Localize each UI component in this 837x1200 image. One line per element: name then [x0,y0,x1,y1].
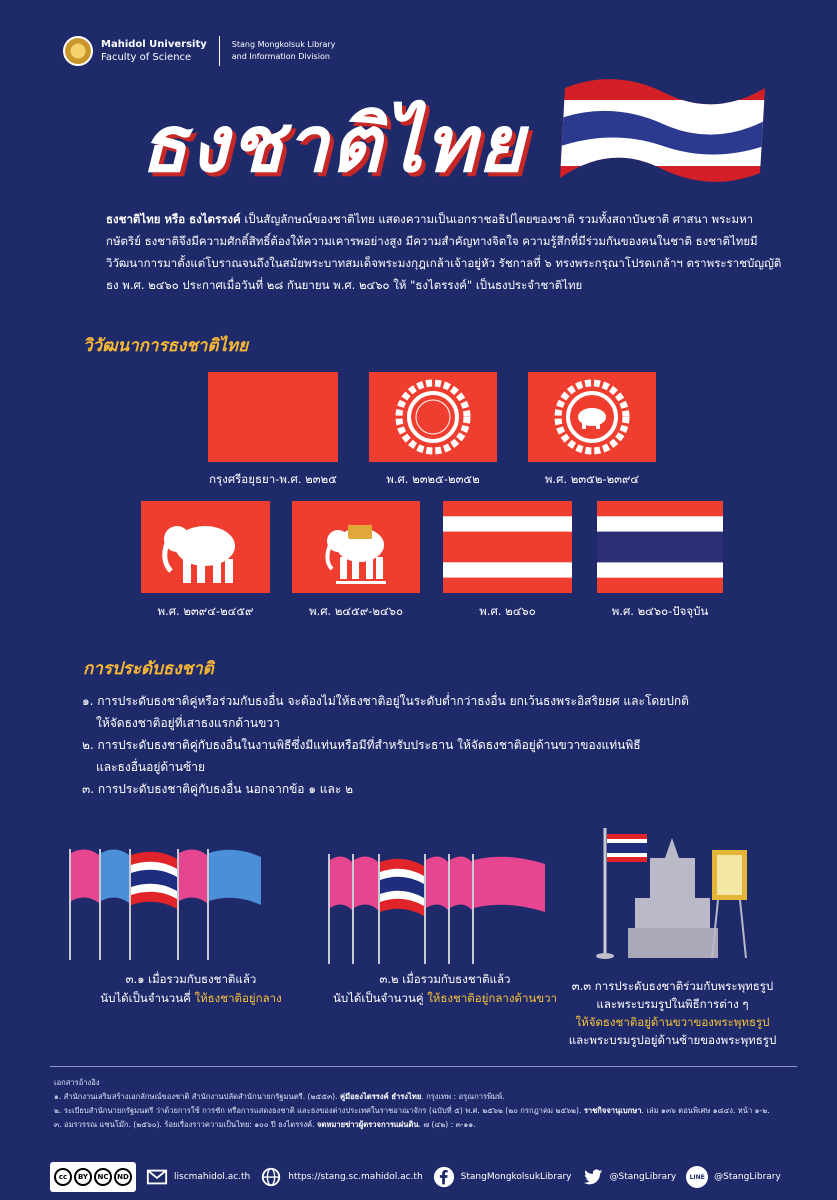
divider [50,1066,797,1067]
nc-icon: NC [94,1168,112,1186]
header-divider [219,36,220,66]
twitter-bird-icon [582,1166,604,1188]
flag-trairanga [597,501,723,593]
facebook-icon [433,1166,455,1188]
mahidol-seal-logo [63,36,93,66]
flag-caption: พ.ศ. ๒๔๖๐ [479,604,536,618]
globe-icon [260,1166,282,1188]
flag-caption: กรุงศรีอยุธยา-พ.ศ. ๒๓๒๕ [209,472,337,486]
flag-caption: พ.ศ. ๒๓๒๕-๒๓๕๒ [386,472,480,486]
buddha-altar-flag-illustration [590,828,765,963]
org-mahidol: Mahidol University Faculty of Science [101,39,207,63]
display-rules-list [82,690,722,800]
flag-chakra-elephant [528,372,656,462]
facebook-link[interactable]: StangMongkolsukLibrary [433,1166,572,1188]
org-library: Stang Mongkolsuk Library and Information Division [231,40,336,61]
page-title: ธงชาติไทย [140,100,526,190]
flag-red-white-stripes [443,501,572,593]
flag-chakra-emblem [369,372,497,462]
rule-item: ๓. การประดับธงชาติคู่กับธงอื่น นอกจากข้อ ๑ และ ๒ [82,782,354,796]
creative-commons-badge [50,1162,136,1192]
email-link[interactable]: liscmahidol.ac.th [146,1166,250,1188]
rule-item: ๑. การประดับธงชาติคู่หรือร่วมกับธงอื่น จะต้องไม่ให้ธงชาติอยู่ในระดับต่ำกว่าธงอื่น ยกเว้นธงพระอิสริยยศ และโดยปกติ [82,694,689,708]
flag-caption: พ.ศ. ๒๓๕๒-๒๓๙๔ [544,472,640,486]
website-link[interactable]: https://stang.sc.mahidol.ac.th [260,1166,422,1188]
intro-paragraph: ธงชาติไทย หรือ ธงไตรรงค์ เป็นสัญลักษณ์ของชาติไทย แสดงความเป็นเอกราชอธิปไตยของชาติ รวมทั้งสถาบันชาติ ศาสนา พระมหากษัตริย์ ธงชาติจึงมีความศักดิ์สิทธิ์ต้องให้ความเคารพอย่างสูง มีความสำคัญทางจิตใจ ความรู้สึกที่มีร่วมกันของคนในชาติ ธงชาติไทยมีวิวัฒนาการมาตั้งแต่โบราณจนถึงในสมัยพระบาทสมเด็จพระมงกุฎเกล้าเจ้าอยู่หัว รัชกาลที่ ๖ ทรงพระกรุณาโปรดเกล้าฯ ตราพระราชบัญญัติธง พ.ศ. ๒๔๖๐ ประกาศเมื่อวันที่ ๒๘ กันยายน พ.ศ. ๒๔๖๐ ให้ "ธงไตรรงค์" เป็นธงประจำชาติไทย [106,212,782,292]
waving-thai-flag-illustration [555,78,770,188]
line-link[interactable]: LINE @StangLibrary [686,1166,781,1188]
cc-icon: cc [54,1168,72,1186]
flag-ayutthaya-plain-red [208,372,338,462]
flag-caption: พ.ศ. ๒๔๖๐-ปัจจุบัน [611,604,709,618]
rule-item: ๒. การประดับธงชาติคู่กับธงอื่นในงานพิธีซึ่งมีแท่นหรือมีที่สำหรับประธาน ให้จัดธงชาติอยู่ด้านขวาของแท่นพิธี [82,738,641,752]
twitter-link[interactable]: @StangLibrary [582,1166,677,1188]
by-icon: BY [74,1168,92,1186]
flag-caption: พ.ศ. ๒๔๕๙-๒๔๖๐ [308,604,403,618]
even-flag-arrangement-illustration [327,852,552,967]
buddha-arrangement-caption: ๓.๓ การประดับธงชาติร่วมกับพระพุทธรูป และพระบรมรูปในพิธีการต่าง ๆ ให้จัดธงชาติอยู่ด้านขวาของพระพุทธรูป และพระบรมรูปอยู่ด้านซ้ายของพระพุทธรูป [568,979,777,1047]
rule-item-cont: และธงอื่นอยู่ด้านซ้าย [96,760,206,774]
references: เอกสารอ้างอิง ๑. สำนักงานเสริมสร้างเอกลักษณ์ของชาติ สำนักงานปลัดสำนักนายกรัฐมนตรี. (๒๕๕๓). คู่มือธงไตรรงค์ ธำรงไทย. กรุงเทพ : อรุณการพิมพ์. ๒. ระเบียบสำนักนายกรัฐมนตรี ว่าด้วยการใช้ การชัก หรือการแสดงธงชาติ และธงของต่างประเทศในราชอาณาจักร (ฉบับที่ ๕) พ.ศ. ๒๕๖๒ (๒๐ กรกฎาคม ๒๕๖๒). ราชกิจจานุเบกษา. เล่ม ๑๓๖ ตอนพิเศษ ๑๘๔ง. หน้า ๑-๒. ๓. อมรวรรณ แซนโม๊ก. (๒๕๖๐). ร้อยเรื่องราวความเป็นไทย: ๑๐๐ ปี ธงไตรรงค์. จดหมายข่าวผู้ตรวจการแผ่นดิน. ๗ (๔๒) : ๓-๑๑. [54,1078,770,1129]
even-arrangement-caption: ๓.๒ เมื่อรวมกับธงชาติแล้ว นับได้เป็นจำนวนคู่ ให้ธงชาติอยู่กลางด้านขวา [332,972,558,1005]
flag-adorned-elephant [292,501,420,593]
line-app-icon: LINE [686,1166,708,1188]
flag-caption: พ.ศ. ๒๓๙๔-๒๔๕๙ [157,604,254,618]
envelope-icon [146,1166,168,1188]
evolution-title: วิวัฒนาการธงชาติไทย [83,336,249,356]
odd-arrangement-caption: ๓.๑ เมื่อรวมกับธงชาติแล้ว นับได้เป็นจำนวนคี่ ให้ธงชาติอยู่กลาง [100,972,282,1005]
footer [50,1162,800,1192]
flag-white-elephant [141,501,270,593]
rule-item-cont: ให้จัดธงชาติอยู่ที่เสาธงแรกด้านขวา [96,716,280,730]
display-title: การประดับธงชาติ [83,659,214,679]
header [63,36,335,66]
nd-icon: ND [114,1168,132,1186]
odd-flag-arrangement-illustration [66,845,266,965]
